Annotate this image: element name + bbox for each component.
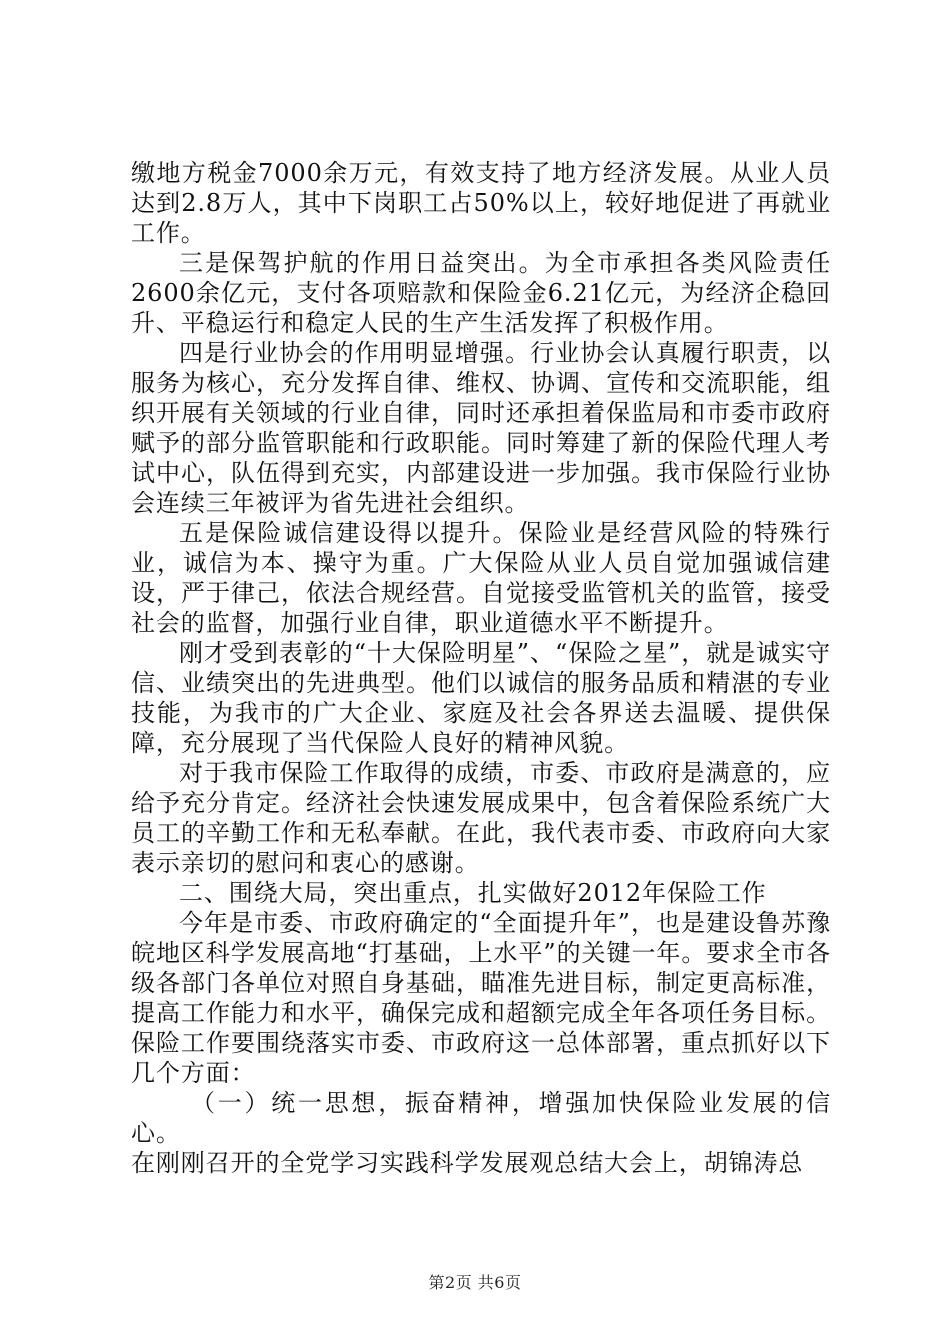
paragraph-continuation: 在刚刚召开的全党学习实践科学发展观总结大会上，胡锦涛总: [131, 1149, 804, 1177]
paragraph-achievements: 对于我市保险工作取得的成绩，市委、市政府是满意的，应给予充分肯定。经济社会快速发展成果中，包含着保险系统广大员工的辛勤工作和无私奉献。在此，我代表市委、市政府向大家表示亲切的慰问和衷心的感谢。: [131, 759, 831, 877]
paragraph-tax-employment: 缴地方税金7000余万元，有效支持了地方经济发展。从业人员达到2.8万人，其中下岗职工占50%以上，较好地促进了再就业工作。: [131, 159, 831, 247]
document-body: [131, 158, 831, 1178]
paragraph-point-three: 三是保驾护航的作用日益突出。为全市承担各类风险责任2600余亿元，支付各项赔款和保险金6.21亿元，为经济企稳回升、平稳运行和稳定人民的生产生活发挥了积极作用。: [131, 249, 831, 337]
paragraph-point-four: 四是行业协会的作用明显增强。行业协会认真履行职责，以服务为核心，充分发挥自律、维权、协调、宣传和交流职能，组织开展有关领域的行业自律，同时还承担着保监局和市委市政府赋予的部分监管职能和行政职能。同时筹建了新的保险代理人考试中心，队伍得到充实，内部建设进一步加强。我市保险行业协会连续三年被评为省先进社会组织。: [131, 339, 831, 517]
paragraph-point-five: 五是保险诚信建设得以提升。保险业是经营风险的特殊行业，诚信为本、操守为重。广大保险从业人员自觉加强诚信建设，严于律己，依法合规经营。自觉接受监管机关的监管，接受社会的监督，加强行业自律，职业道德水平不断提升。: [131, 519, 831, 637]
paragraph-commendation: 刚才受到表彰的“十大保险明星”、“保险之星”，就是诚实守信、业绩突出的先进典型。他们以诚信的服务品质和精湛的专业技能，为我市的广大企业、家庭及社会各界送去温暖、提供保障，充分展现了当代保险人良好的精神风貌。: [131, 639, 831, 757]
page-number-footer: 第2页 共6页: [428, 1273, 522, 1292]
paragraph-this-year: 今年是市委、市政府确定的“全面提升年”，也是建设鲁苏豫皖地区科学发展高地“打基础，上水平”的关键一年。要求全市各级各部门各单位对照自身基础，瞄准先进目标，制定更高标准，提高工作能力和水平，确保完成和超额完成全年各项任务目标。保险工作要围绕落实市委、市政府这一总体部署，重点抓好以下几个方面：: [131, 909, 831, 1087]
subsection-heading-one: （一）统一思想，振奋精神，增强加快保险业发展的信心。: [131, 1089, 831, 1147]
section-heading-two: 二、围绕大局，突出重点，扎实做好2012年保险工作: [179, 879, 767, 907]
